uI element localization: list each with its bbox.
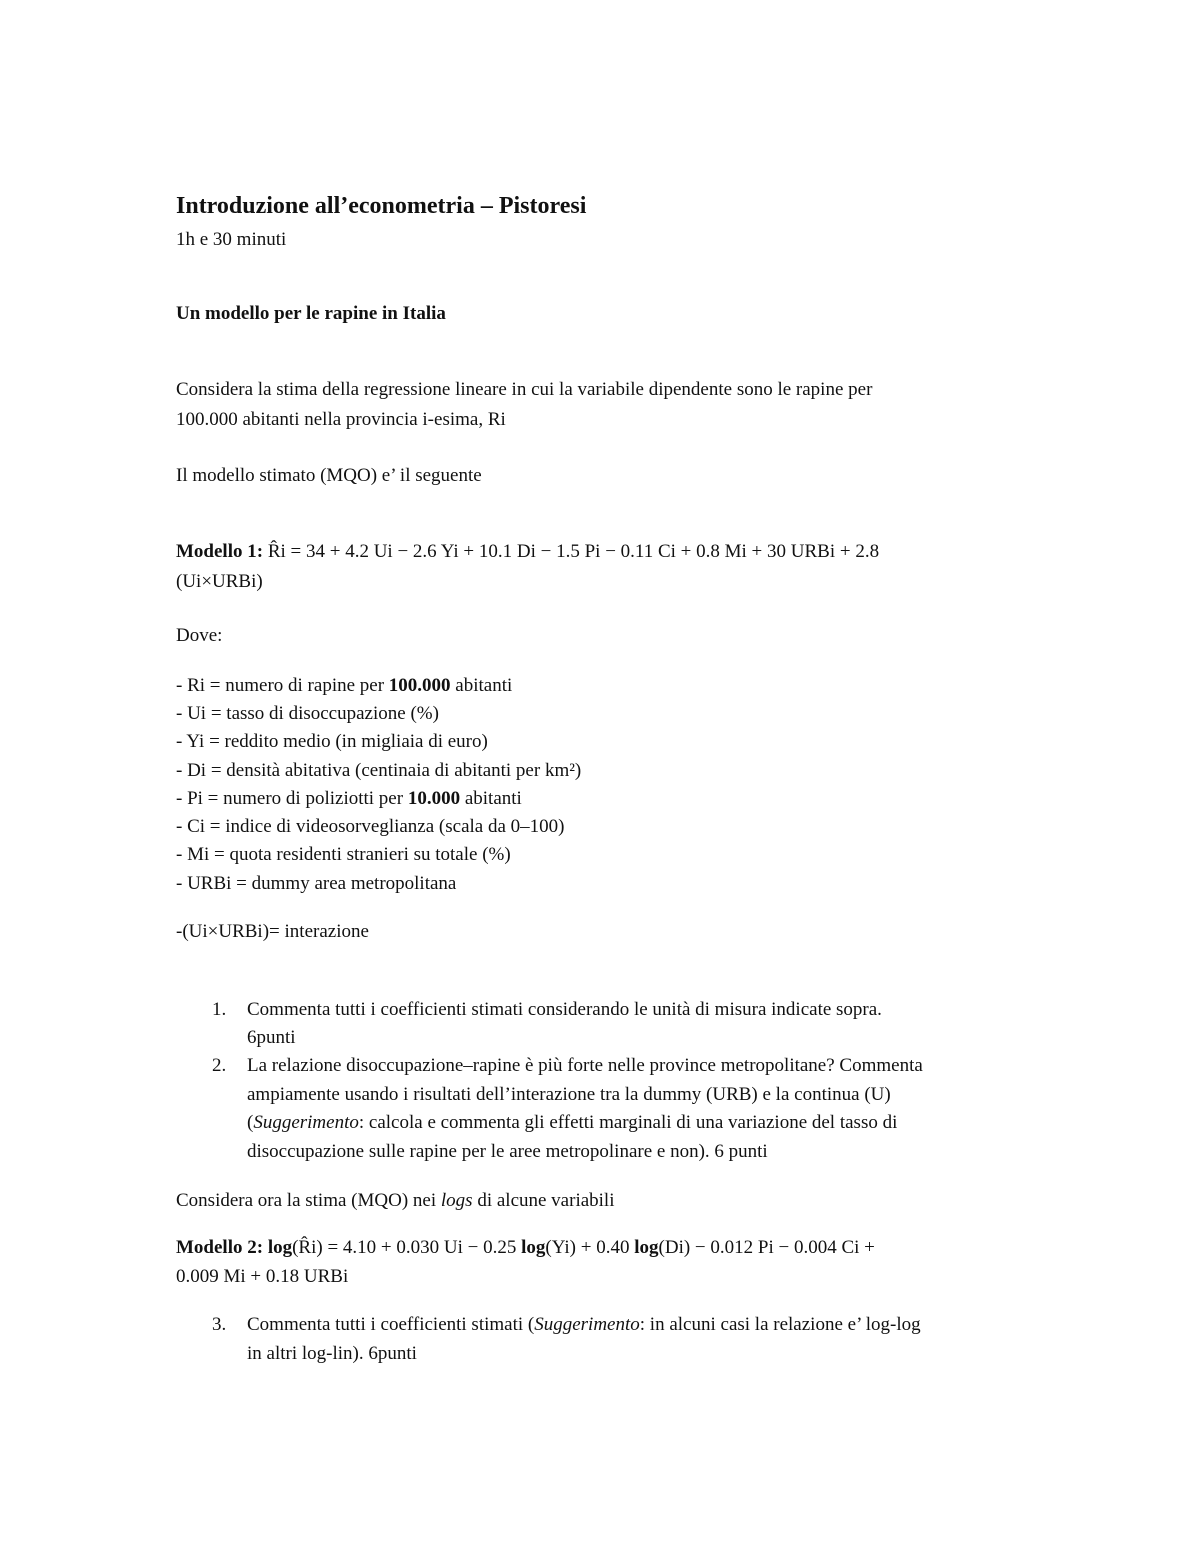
model2-equation-line-1 <box>176 1234 1036 1262</box>
question-1 <box>176 996 1036 1052</box>
question-1-number: 1. <box>212 999 227 1020</box>
logs-intro-text: Considera ora la stima (MQO) nei <box>176 1190 441 1211</box>
definition-pi-text: - Pi = numero di poliziotti per <box>176 788 408 809</box>
definition-pi <box>176 785 1036 813</box>
question-3 <box>176 1311 1036 1367</box>
model2-part-1: (R̂i) = 4.10 + 0.030 Ui − 0.25 <box>292 1237 522 1258</box>
logs-intro <box>176 1187 1036 1215</box>
model1-equation-line-2: (Ui×URBi) <box>176 571 263 592</box>
definition-ri-bold: 100.000 <box>388 675 451 696</box>
definition-ui: - Ui = tasso di disoccupazione (%) <box>176 703 439 724</box>
document-title: Introduzione all’econometria – Pistoresi <box>176 193 587 219</box>
definition-di: - Di = densità abitativa (centinaia di abitanti per km²) <box>176 760 582 781</box>
definition-pi-bold: 10.000 <box>407 788 461 809</box>
question-2-hint-text: : calcola e commenta gli effetti marginali di una variazione del tasso di <box>358 1112 898 1133</box>
question-2-paren: ( <box>247 1112 254 1133</box>
question-2-line-4: disoccupazione sulle rapine per le aree metropolinare e non). 6 punti <box>247 1141 768 1162</box>
question-1-line-1: Commenta tutti i coefficienti stimati considerando le unità di misura indicate sopra. <box>247 999 882 1020</box>
question-3-text: Commenta tutti i coefficienti stimati ( <box>247 1314 535 1335</box>
model2-part-3: (Di) − 0.012 Pi − 0.004 Ci + <box>658 1237 875 1258</box>
model2-log-3: log <box>634 1237 659 1258</box>
question-2-line-1: La relazione disoccupazione–rapine è più forte nelle province metropolitane? Commenta <box>247 1055 923 1076</box>
definition-ri <box>176 672 1036 700</box>
logs-intro-suffix: di alcune variabili <box>472 1190 615 1211</box>
where-label: Dove: <box>176 625 223 646</box>
definition-urbi: - URBi = dummy area metropolitana <box>176 873 457 894</box>
question-2-hint-label: Suggerimento <box>253 1112 359 1133</box>
question-3-number: 3. <box>212 1314 227 1335</box>
model-intro: Il modello stimato (MQO) e’ il seguente <box>176 465 482 486</box>
definition-ri-text: - Ri = numero di rapine per <box>176 675 389 696</box>
definition-interaction: -(Ui×URBi)= interazione <box>176 921 369 942</box>
question-1-line-2: 6punti <box>247 1027 296 1048</box>
question-2-line-2: ampiamente usando i risultati dell’interazione tra la dummy (URB) e la continua (U) <box>247 1084 891 1105</box>
model2-log-1: log <box>267 1237 293 1258</box>
definition-pi-suffix: abitanti <box>460 788 522 809</box>
question-3-line-1 <box>247 1311 1027 1339</box>
model2-part-2: (Yi) + 0.40 <box>545 1237 635 1258</box>
definition-ri-suffix: abitanti <box>450 675 513 696</box>
model2-equation-line-2: 0.009 Mi + 0.18 URBi <box>176 1266 349 1287</box>
section-heading: Un modello per le rapine in Italia <box>176 303 446 324</box>
model2-label: Modello 2: <box>176 1237 264 1258</box>
intro-line-1: Considera la stima della regressione lineare in cui la variabile dipendente sono le rapine per <box>176 379 873 400</box>
question-2 <box>176 1052 1036 1168</box>
question-3-line-2: in altri log-lin). 6punti <box>247 1343 417 1364</box>
intro-line-2: 100.000 abitanti nella provincia i-esima, Ri <box>176 409 506 430</box>
question-2-number: 2. <box>212 1055 227 1076</box>
question-3-hint-text: : in alcuni casi la relazione e’ log-log <box>639 1314 921 1335</box>
question-3-hint-label: Suggerimento <box>534 1314 640 1335</box>
model2-log-2: log <box>521 1237 546 1258</box>
logs-intro-italic: logs <box>440 1190 473 1211</box>
definition-ci: - Ci = indice di videosorveglianza (scala da 0–100) <box>176 816 565 837</box>
definition-mi: - Mi = quota residenti stranieri su totale (%) <box>176 844 511 865</box>
definition-yi: - Yi = reddito medio (in migliaia di euro) <box>176 731 488 752</box>
model1-equation-line-1 <box>176 538 1036 566</box>
question-2-line-3 <box>247 1109 1027 1137</box>
model1-label: Modello 1: <box>176 541 264 562</box>
exam-duration: 1h e 30 minuti <box>176 229 287 250</box>
model1-equation: R̂i = 34 + 4.2 Ui − 2.6 Yi + 10.1 Di − 1.5 Pi − 0.11 Ci + 0.8 Mi + 30 URBi + 2.8 <box>263 541 880 562</box>
